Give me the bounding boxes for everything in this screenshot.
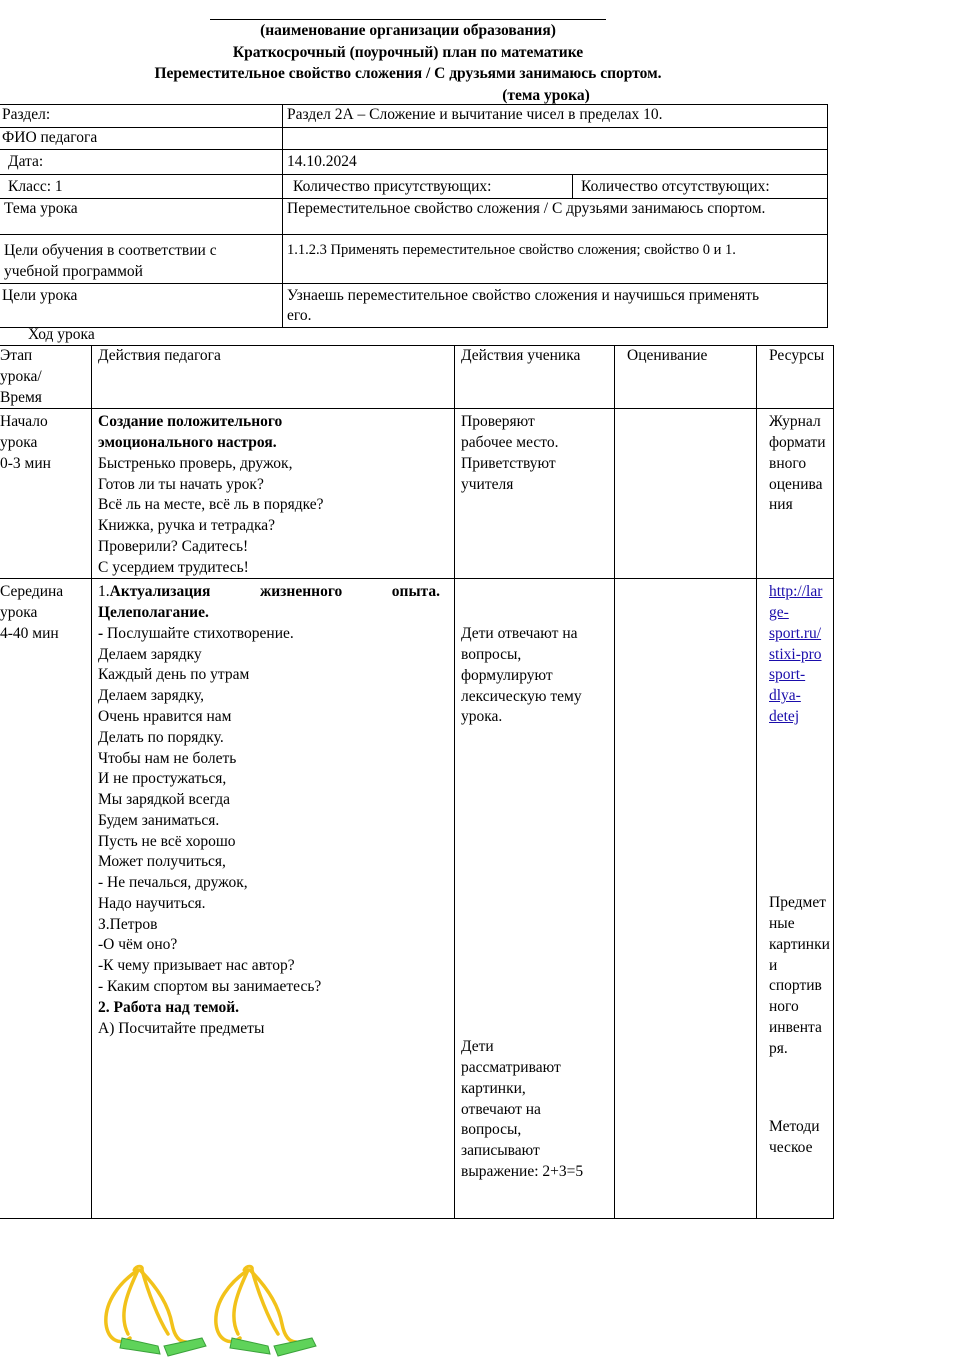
row-start — [0, 409, 834, 579]
header-teacher: Действия педагога — [92, 346, 455, 409]
middle-assessment — [615, 579, 757, 1219]
header-assessment: Оценивание — [615, 346, 757, 409]
start-student: Проверяют рабочее место. Приветствуют учителя — [455, 409, 615, 579]
plan-title: Краткосрочный (поурочный) план по математике — [232, 44, 584, 61]
topic-value: Переместительное свойство сложения / С друзьями занимаюсь спортом. — [283, 199, 828, 235]
lesson-table — [0, 345, 834, 1219]
teacher-value — [283, 128, 828, 150]
start-teacher: Создание положительного эмоционального настроя. Быстренько проверь, дружок, Готов ли ты начать урок? Всё ль на месте, всё ль в порядке? Книжка, ручка и тетрадка? Проверили? Садитесь! С усердием трудитесь! — [92, 409, 455, 579]
section-value: Раздел 2А – Сложение и вычитание чисел в пределах 10. — [283, 105, 828, 128]
info-table — [0, 104, 828, 328]
section-label: Раздел: — [0, 105, 283, 128]
header-stage: Этап урока/ Время — [0, 346, 92, 409]
resource-link[interactable]: http://lar ge- sport.ru/ stixi-pro sport- dlya- detej — [769, 583, 823, 726]
present-label: Количество присутствующих: — [283, 175, 573, 199]
goals-program-label: Цели обучения в соответствии с учебной программой — [0, 235, 283, 284]
start-resources: Журнал формати вного оценива ния — [757, 409, 834, 579]
middle-stage: Середина урока 4-40 мин — [0, 579, 92, 1219]
start-assessment — [615, 409, 757, 579]
header-underline — [210, 19, 606, 20]
topic-caption: (тема урока) — [502, 87, 590, 104]
goals-program-value: 1.1.2.3 Применять переместительное свойство сложения; свойство 0 и 1. — [283, 235, 828, 284]
lesson-topic-title: Переместительное свойство сложения / С друзьями занимаюсь спортом. — [154, 65, 662, 82]
topic-label: Тема урока — [0, 199, 283, 235]
absent-label: Количество отсутствующих: — [573, 175, 828, 199]
date-value: 14.10.2024 — [283, 150, 828, 175]
middle-student: Дети отвечают на вопросы, формулируют лексическую тему урока. Дети рассматривают картинки, отвечают на вопросы, записывают выражение: 2+3=5 — [455, 579, 615, 1219]
row-middle — [0, 579, 834, 1219]
jump-rope-image-1 — [98, 1262, 210, 1362]
lesson-progress-label: Ход урока — [28, 326, 95, 343]
org-name: (наименование организации образования) — [260, 22, 556, 39]
teacher-label: ФИО педагога — [0, 128, 283, 150]
jump-rope-image-2 — [208, 1262, 320, 1362]
goals-lesson-value: Узнаешь переместительное свойство сложения и научишься применять его. — [283, 283, 828, 328]
goals-lesson-label: Цели урока — [0, 283, 283, 328]
header-student: Действия ученика — [455, 346, 615, 409]
start-stage: Начало урока 0-3 мин — [0, 409, 92, 579]
middle-resources: http://lar ge- sport.ru/ stixi-pro sport- dlya- detej Предмет ные картинки и спортив ного инвента ря. Методи ческое — [757, 579, 834, 1219]
date-label: Дата: — [0, 150, 283, 175]
middle-teacher: 1.Актуализация жизненного опыта. Целеполагание. - Послушайте стихотворение. Делаем зарядку Каждый день по утрам Делаем зарядку, Очень нравится нам Делать по порядку. Чтобы нам не болеть И не простужаться, Мы зарядкой всегда Будем заниматься. Пусть не всё хорошо Может получиться, - Не печалься, дружок, Надо научиться. З.Петров -О чём оно? -К чему призывает нас автор? - Каким спортом вы занимаетесь? 2. Работа над темой. А) Посчитайте предметы — [92, 579, 455, 1219]
header-resources: Ресурсы — [757, 346, 834, 409]
class-label: Класс: 1 — [0, 175, 283, 199]
